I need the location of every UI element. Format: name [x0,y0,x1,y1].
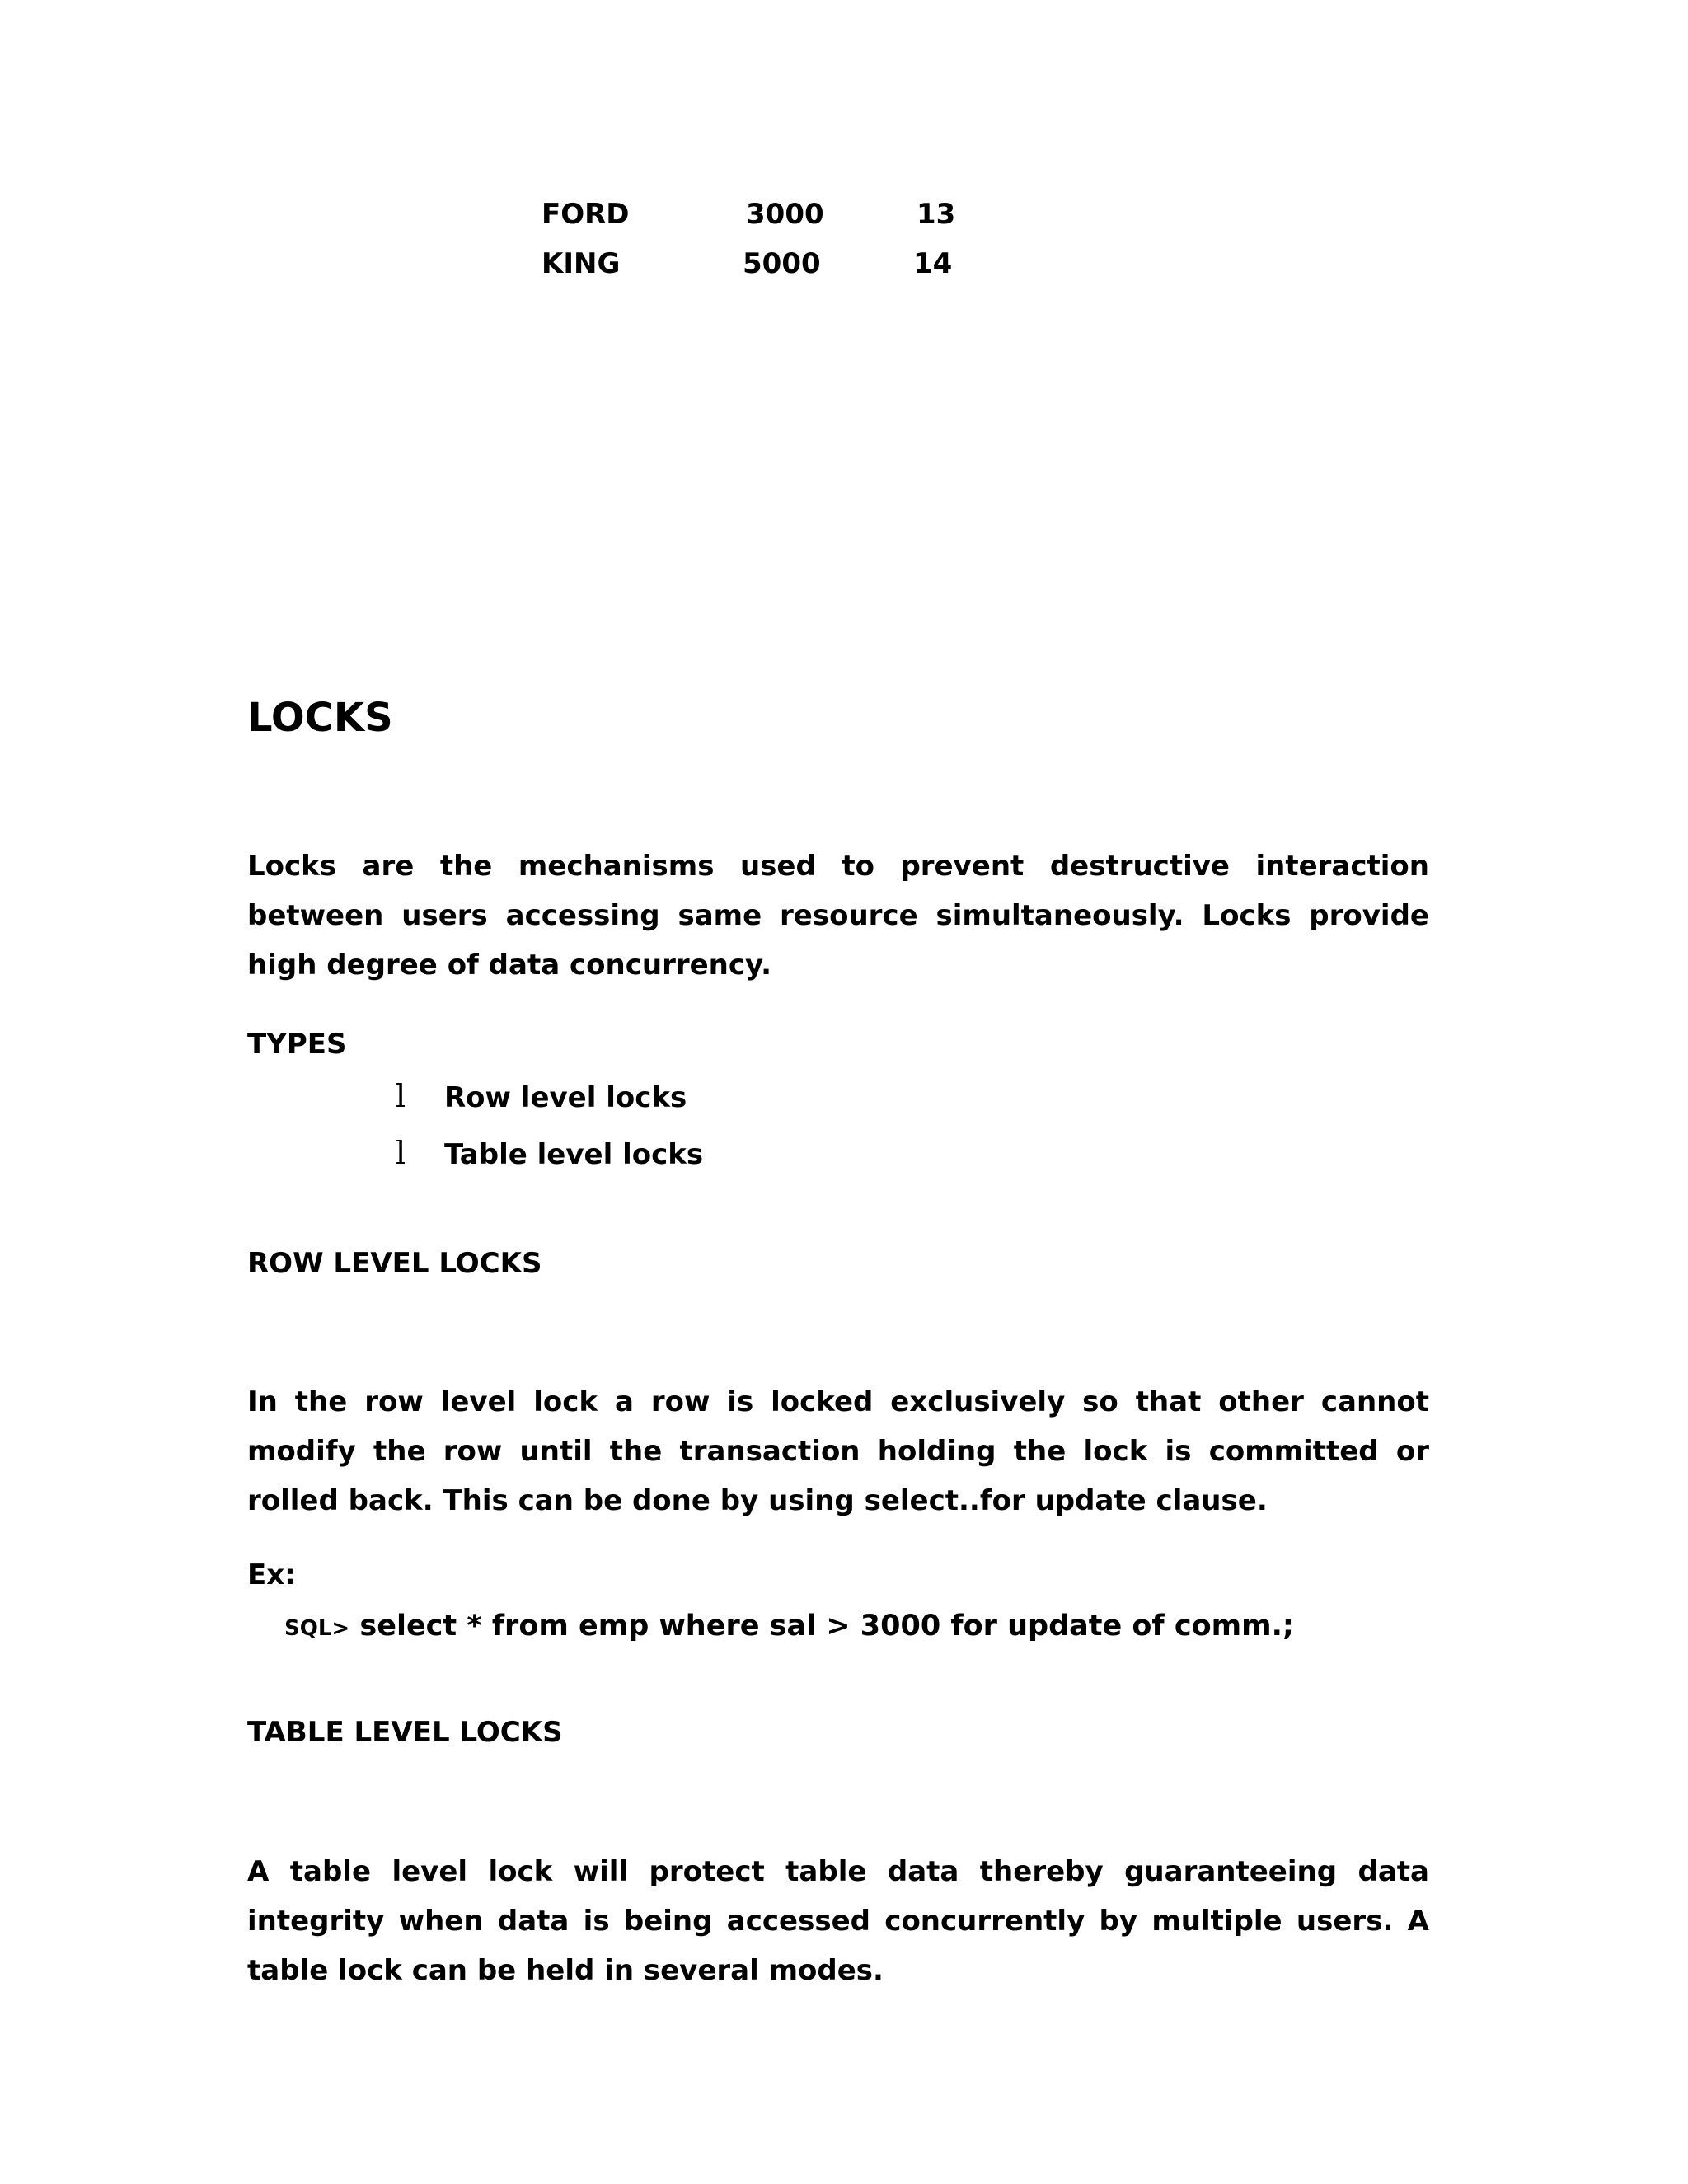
list-item-label: Table level locks [444,1138,704,1171]
emp-rank: 14 [913,247,953,280]
page-title: LOCKS [247,695,393,741]
sql-example [284,1610,1294,1643]
row-level-heading: ROW LEVEL LOCKS [247,1247,542,1280]
list-item-label: Row level locks [444,1081,687,1114]
emp-sal: 5000 [743,247,821,280]
table-level-paragraph: A table level lock will protect table data thereby guaranteeing data integrity when data is being accessed concurrently by multiple users. A table lock can be held in several modes. [247,1855,1429,1987]
types-heading: TYPES [247,1028,347,1061]
sql-command: select * from emp where sal > 3000 for update of comm.; [349,1610,1294,1643]
row-level-paragraph: In the row level lock a row is locked exclusively so that other cannot modify the row until the transaction holding the lock is committed or rolled back. This can be done by using select..for update clause. [247,1385,1429,1517]
bullet-icon: l [396,1135,406,1171]
emp-sal: 3000 [746,198,824,231]
example-label: Ex: [247,1558,296,1591]
intro-paragraph: Locks are the mechanisms used to prevent destructive interaction between users accessing same resource simultaneously. Locks provide high degree of data concurrency. [247,850,1429,982]
emp-name: FORD [542,198,630,231]
emp-rank: 13 [917,198,956,231]
emp-name: KING [542,247,621,280]
bullet-icon: l [396,1078,406,1114]
sql-prompt: SQL> [284,1616,350,1641]
table-level-heading: TABLE LEVEL LOCKS [247,1716,563,1749]
